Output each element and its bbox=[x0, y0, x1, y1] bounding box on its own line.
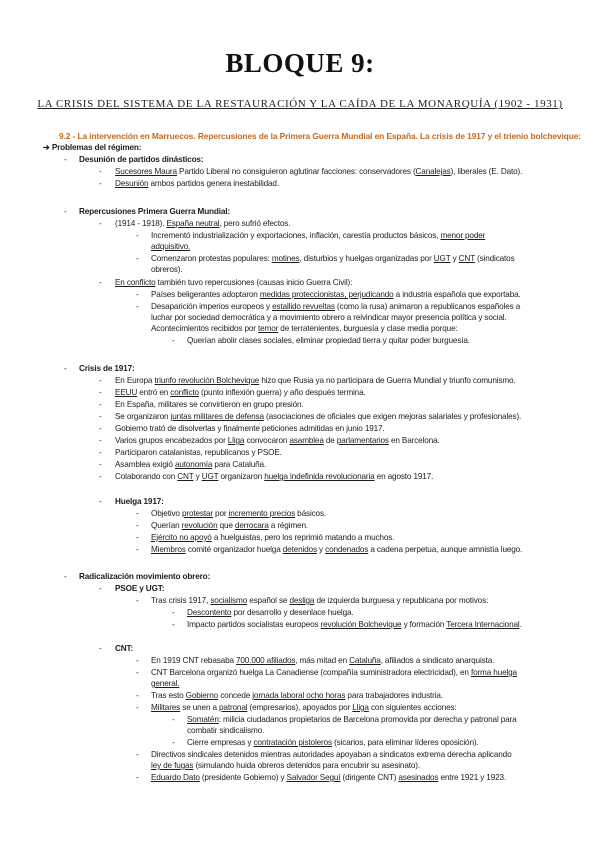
text-line: Participaron catalanistas, republicanos y PSOE. bbox=[115, 448, 282, 457]
dash-bullet: - bbox=[136, 703, 139, 712]
dash-bullet: - bbox=[99, 436, 102, 445]
text-line: Descontento por desarrollo y desenlace huelga. bbox=[187, 608, 354, 617]
dash-bullet: - bbox=[136, 691, 139, 700]
dash-bullet: - bbox=[136, 254, 139, 263]
text-line: Tras crisis 1917, socialismo español se desliga de izquierda burguesa y republicana por motivos: bbox=[151, 596, 489, 605]
section-heading: 9.2 - La intervención en Marruecos. Repercusiones de la Primera Guerra Mundial en España. La crisis de 1917 y el trienio bolchevique: bbox=[59, 131, 581, 141]
dash-bullet: - bbox=[172, 620, 175, 629]
text-line: EEUU entró en conflicto (punto inflexión guerra) y año después termina. bbox=[115, 388, 366, 397]
dash-bullet: - bbox=[99, 584, 102, 593]
text-line: Asamblea exigió autonomía para Cataluña. bbox=[115, 460, 267, 469]
text-line: Eduardo Dato (presidente Gobierno) y Salvador Seguí (dirigente CNT) asesinados entre 1921 y 1923. bbox=[151, 773, 507, 782]
dash-bullet: - bbox=[136, 656, 139, 665]
document-subtitle: LA CRISIS DEL SISTEMA DE LA RESTAURACIÓN Y LA CAÍDA DE LA MONARQUÍA (1902 - 1931) bbox=[37, 98, 563, 110]
dash-bullet: - bbox=[64, 155, 67, 164]
document-title: BLOQUE 9: bbox=[225, 48, 375, 78]
text-line: Ejército no apoyó a huelguistas, pero los reprimió matando a muchos. bbox=[151, 533, 395, 542]
text-line: combatir sindicalismo. bbox=[187, 726, 265, 735]
text-line: Sucesores Maura Partido Liberal no consiguieron aglutinar facciones: conservadores (Canalejas), liberales (E. Dato). bbox=[115, 167, 523, 176]
dash-bullet: - bbox=[99, 460, 102, 469]
dash-bullet: - bbox=[172, 715, 175, 724]
psoe-heading: PSOE y UGT: bbox=[115, 584, 165, 593]
dash-bullet: - bbox=[136, 773, 139, 782]
text-line: Desaparición imperios europeos y estallido revueltas (como la rusa) animaron a republicanos españoles a bbox=[151, 302, 521, 311]
dash-bullet: - bbox=[136, 302, 139, 311]
text-line: Desunión ambos partidos genera inestabilidad. bbox=[115, 179, 279, 188]
dash-bullet: - bbox=[99, 219, 102, 228]
dash-bullet: - bbox=[99, 497, 102, 506]
dash-bullet: - bbox=[136, 509, 139, 518]
text-line: luchar por sociedad democrática y a movimiento obrero a reivindicar mayor presencia política y social. bbox=[151, 313, 507, 322]
dash-bullet: - bbox=[172, 608, 175, 617]
dash-bullet: - bbox=[64, 207, 67, 216]
dash-bullet: - bbox=[136, 533, 139, 542]
dash-bullet: - bbox=[99, 472, 102, 481]
text-line: Directivos sindicales detenidos mientras autoridades apoyaban a sindicatos extrema derecha aplicando bbox=[151, 750, 512, 759]
crisis1917-heading: Crisis de 1917: bbox=[79, 364, 135, 373]
text-line: Querían revolución que derrocara a régimen. bbox=[151, 521, 308, 530]
repercusiones-heading: Repercusiones Primera Guerra Mundial: bbox=[79, 207, 230, 216]
dash-bullet: - bbox=[99, 424, 102, 433]
text-line: Somatén: milicia ciudadanos propietarios de Barcelona promovida por derecha y patronal para bbox=[187, 715, 517, 724]
dash-bullet: - bbox=[136, 521, 139, 530]
text-line: general. bbox=[151, 679, 180, 688]
radical-heading: Radicalización movimiento obrero: bbox=[79, 572, 211, 581]
text-line: Objetivo protestar por incremento precios básicos. bbox=[151, 509, 327, 518]
text-line: Impacto partidos socialistas europeos revolución Bolchevique y formación Tercera Internacional. bbox=[187, 620, 522, 629]
dash-bullet: - bbox=[64, 572, 67, 581]
dash-bullet: - bbox=[172, 336, 175, 345]
dash-bullet: - bbox=[136, 290, 139, 299]
text-line: Acontecimientos recibidos por temor de terratenientes, burguesía y clase media porque: bbox=[151, 324, 458, 333]
dash-bullet: - bbox=[64, 364, 67, 373]
text-line: Colaborando con CNT y UGT organizaron huelga indefinida revolucionaria en agosto 1917. bbox=[115, 472, 434, 481]
dash-bullet: - bbox=[99, 448, 102, 457]
dash-bullet: - bbox=[99, 167, 102, 176]
dash-bullet: - bbox=[136, 545, 139, 554]
dash-bullet: - bbox=[99, 412, 102, 421]
text-line: Cierre empresas y contratación pistoleros (sicarios, para eliminar líderes oposición). bbox=[187, 738, 479, 747]
text-line: Miembros comité organizador huelga detenidos y condenados a cadena perpetua, aunque amnistía luego. bbox=[151, 545, 523, 554]
dash-bullet: - bbox=[99, 376, 102, 385]
text-line: Comenzaron protestas populares: motines, disturbios y huelgas organizadas por UGT y CNT (sindicatos bbox=[151, 254, 515, 263]
text-line: ley de fugas (simulando huida obreros detenidos para encubrir su asesinato). bbox=[151, 761, 420, 770]
dash-bullet: - bbox=[136, 596, 139, 605]
huelga-heading: Huelga 1917: bbox=[115, 497, 164, 506]
dash-bullet: - bbox=[136, 750, 139, 759]
dash-bullet: - bbox=[99, 278, 102, 287]
text-line: Gobierno trató de disolverlas y finalmente peticiones admitidas en junio 1917. bbox=[115, 424, 385, 433]
text-line: Incrementó industrialización y exportaciones, inflación, carestía productos básicos, menor poder bbox=[151, 231, 486, 240]
text-line: Se organizaron juntas militares de defensa (asociaciones de oficiales que exigen mejoras salariales y profesionales). bbox=[115, 412, 522, 421]
text-line: En España, militares se convirtieron en grupo presión. bbox=[115, 400, 304, 409]
dash-bullet: - bbox=[99, 644, 102, 653]
dash-bullet: - bbox=[136, 231, 139, 240]
desunion-heading: Desunión de partidos dinásticos: bbox=[79, 155, 204, 164]
problemas-heading: ➔ Problemas del régimen: bbox=[43, 143, 142, 152]
text-line: Países beligerantes adoptaron medidas proteccionistas, perjudicando a industria española que exportaba. bbox=[151, 290, 521, 299]
text-line: adquisitivo. bbox=[151, 242, 191, 251]
text-line: obreros). bbox=[151, 265, 183, 274]
text-line: En conflicto también tuvo repercusiones (causas inicio Guerra Civil): bbox=[115, 278, 353, 287]
dash-bullet: - bbox=[99, 388, 102, 397]
text-line: Varios grupos encabezados por Lliga convocaron asamblea de parlamentarios en Barcelona. bbox=[115, 436, 440, 445]
text-line: CNT Barcelona organizó huelga La Canadiense (compañía suministradora electricidad), en forma huelga bbox=[151, 668, 517, 677]
text-line: En Europa triunfo revolución Bolchevique hizo que Rusia ya no participara de Guerra Mundial y triunfo comunismo. bbox=[115, 376, 516, 385]
dash-bullet: - bbox=[172, 738, 175, 747]
dash-bullet: - bbox=[99, 179, 102, 188]
text-line: (1914 - 1918). España neutral, pero sufrió efectos. bbox=[115, 219, 291, 228]
dash-bullet: - bbox=[136, 668, 139, 677]
text-line: En 1919 CNT rebasaba 700.000 afiliados, más mitad en Cataluña, afiliados a sindicato anarquista. bbox=[151, 656, 495, 665]
text-line: Querían abolir clases sociales, eliminar propiedad tierra y quitar poder burguesía. bbox=[187, 336, 470, 345]
dash-bullet: - bbox=[99, 400, 102, 409]
cnt-heading: CNT: bbox=[115, 644, 134, 653]
text-line: Militares se unen a patronal (empresarios), apoyados por Lliga con siguientes acciones: bbox=[151, 703, 457, 712]
text-line: Tras esto Gobierno concede jornada laboral ocho horas para trabajadores industria. bbox=[151, 691, 443, 700]
